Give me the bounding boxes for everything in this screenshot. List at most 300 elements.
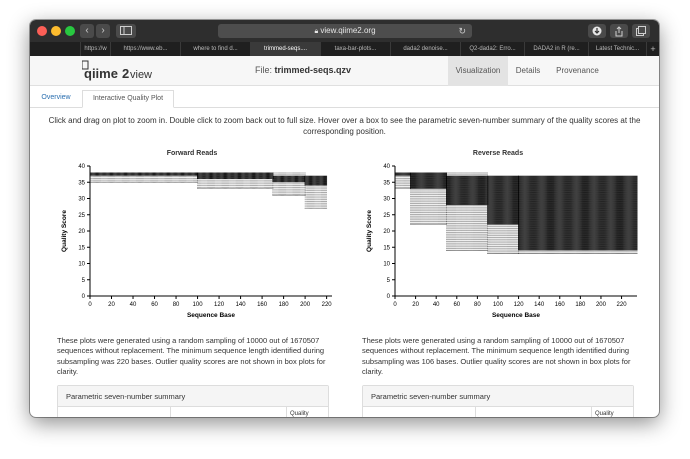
quality-box <box>177 173 178 176</box>
quality-box <box>571 176 572 251</box>
quality-box <box>459 176 460 205</box>
show-tabs-button[interactable] <box>632 24 650 38</box>
quality-box <box>468 176 469 205</box>
quality-box <box>446 176 447 205</box>
quality-box <box>579 176 580 251</box>
quality-box <box>162 173 163 176</box>
quality-box <box>621 176 622 251</box>
quality-box <box>558 176 559 251</box>
quality-box <box>98 173 99 176</box>
quality-box <box>547 176 548 251</box>
x-tick-label: 120 <box>513 302 524 308</box>
y-tick-label: 20 <box>78 229 85 235</box>
quality-box <box>118 173 119 176</box>
quality-box <box>236 173 237 180</box>
quality-box <box>166 173 167 176</box>
quality-box <box>299 176 300 183</box>
quality-box <box>526 176 527 251</box>
y-axis-label: Quality Score <box>366 210 373 252</box>
quality-box <box>142 173 143 176</box>
quality-box <box>578 176 579 251</box>
quality-box <box>464 176 465 205</box>
quality-box <box>151 173 152 176</box>
quality-box <box>317 176 318 186</box>
quality-box <box>479 176 480 205</box>
quality-box <box>628 176 629 251</box>
quality-box <box>286 176 287 183</box>
quality-box <box>134 173 135 176</box>
x-tick-label: 20 <box>108 302 115 308</box>
file-label: File: <box>255 65 273 75</box>
quality-box <box>133 173 134 176</box>
quality-box <box>243 173 244 180</box>
quality-box <box>575 176 576 251</box>
forward-summary-panel <box>57 385 329 417</box>
quality-box <box>126 173 127 176</box>
quality-box <box>506 176 507 225</box>
quality-box <box>213 173 214 180</box>
quality-box <box>505 176 506 225</box>
quality-box <box>451 176 452 205</box>
quality-box <box>399 173 400 176</box>
quality-box <box>283 176 284 183</box>
quality-box <box>275 176 276 183</box>
quality-box <box>144 173 145 176</box>
reload-icon[interactable]: ↻ <box>458 26 466 36</box>
quality-box <box>198 173 199 180</box>
quality-box <box>493 176 494 225</box>
quality-box <box>630 176 631 251</box>
y-tick-label: 15 <box>78 245 85 252</box>
x-tick-label: 180 <box>575 302 586 308</box>
quality-box <box>180 173 181 176</box>
quality-box <box>321 176 322 186</box>
quality-box <box>615 176 616 251</box>
nav-details[interactable] <box>508 56 548 86</box>
quality-box <box>295 176 296 183</box>
quality-box <box>582 176 583 251</box>
quality-box <box>472 176 473 205</box>
quality-box <box>401 173 402 176</box>
quality-box <box>566 176 567 251</box>
sidebar-toggle-button[interactable] <box>116 24 136 38</box>
quality-box <box>417 173 418 189</box>
quality-box <box>107 173 108 176</box>
quality-box <box>145 173 146 176</box>
quality-box <box>474 176 475 205</box>
quality-box <box>108 173 109 176</box>
browser-tab[interactable] <box>320 42 390 56</box>
quality-box <box>416 173 417 189</box>
quality-box <box>481 176 482 205</box>
quality-box <box>205 173 206 180</box>
quality-box <box>531 176 532 251</box>
quality-box <box>581 176 582 251</box>
quality-box <box>488 176 489 225</box>
tab-label: dada2 denoise... <box>403 46 448 52</box>
quality-box <box>560 176 561 251</box>
quality-box <box>508 176 509 225</box>
quality-box <box>456 176 457 205</box>
x-tick-label: 80 <box>474 302 481 308</box>
quality-box <box>444 173 445 189</box>
quality-box <box>153 173 154 176</box>
back-button[interactable] <box>80 24 94 38</box>
browser-window <box>30 20 659 417</box>
quality-box <box>594 176 595 251</box>
quality-box <box>234 173 235 180</box>
close-window-button[interactable] <box>37 26 47 36</box>
quality-box <box>431 173 432 189</box>
quality-box <box>520 176 521 251</box>
plus-icon: + <box>650 44 656 54</box>
quality-box <box>311 176 312 186</box>
quality-box <box>569 176 570 251</box>
quality-box <box>537 176 538 251</box>
quality-box <box>597 176 598 251</box>
browser-tab-active[interactable] <box>250 42 320 56</box>
quality-box <box>534 176 535 251</box>
quality-box <box>187 173 188 176</box>
quality-box <box>421 173 422 189</box>
quality-box <box>415 173 416 189</box>
quality-box <box>305 176 306 186</box>
quality-box <box>325 176 326 186</box>
table-divider <box>170 407 171 417</box>
quality-box <box>515 176 516 225</box>
tab-label: Q2-dada2: Erro... <box>469 46 516 52</box>
quality-box <box>470 176 471 205</box>
quality-box <box>247 173 248 180</box>
quality-box <box>476 176 477 205</box>
quality-box <box>139 173 140 176</box>
quality-box <box>308 176 309 186</box>
quality-box <box>613 176 614 251</box>
quality-box <box>324 176 325 186</box>
quality-box <box>161 173 162 176</box>
quality-box <box>475 176 476 205</box>
quality-box <box>211 173 212 180</box>
nav-label: Provenance <box>556 66 599 75</box>
reverse-quality-chart[interactable] <box>353 158 643 326</box>
new-tab-button[interactable] <box>646 42 659 56</box>
quality-box <box>203 173 204 180</box>
quality-column-header: Quality <box>595 411 614 417</box>
quality-box <box>220 173 221 180</box>
y-tick-label: 35 <box>78 180 85 187</box>
quality-box <box>465 176 466 205</box>
nav-label: Details <box>515 66 541 75</box>
quality-box <box>298 176 299 183</box>
quality-box <box>554 176 555 251</box>
quality-box <box>507 176 508 225</box>
quality-box <box>457 176 458 205</box>
quality-box <box>542 176 543 251</box>
quality-box <box>123 173 124 176</box>
x-axis-label: Sequence Base <box>491 312 541 319</box>
quality-box <box>251 173 252 180</box>
quality-box <box>588 176 589 251</box>
quality-box <box>601 176 602 251</box>
quality-box <box>419 173 420 189</box>
quality-box <box>255 173 256 180</box>
quality-box <box>119 173 120 176</box>
quality-box <box>501 176 502 225</box>
quality-box <box>525 176 526 251</box>
quality-box <box>574 176 575 251</box>
quality-box <box>410 173 411 189</box>
forward-plot-title: Forward Reads <box>166 150 218 157</box>
quality-box <box>519 176 520 251</box>
quality-box <box>248 173 249 180</box>
quality-box <box>499 176 500 225</box>
quality-box <box>237 173 238 180</box>
quality-box <box>437 173 438 189</box>
quality-box <box>195 173 196 176</box>
nav-visualization[interactable] <box>448 56 508 86</box>
quality-box <box>178 173 179 176</box>
tab-interactive-quality-plot[interactable] <box>82 90 174 108</box>
quality-box <box>182 173 183 176</box>
quality-box <box>452 176 453 205</box>
quality-box <box>249 173 250 180</box>
quality-box <box>192 173 193 176</box>
quality-box <box>204 173 205 180</box>
quality-box <box>533 176 534 251</box>
quality-box <box>221 173 222 180</box>
quality-box <box>224 173 225 180</box>
quality-box <box>509 176 510 225</box>
quality-box <box>553 176 554 251</box>
browser-tab[interactable] <box>80 42 110 56</box>
quality-box <box>400 173 401 176</box>
quality-box <box>172 173 173 176</box>
maximize-window-button[interactable] <box>65 26 75 36</box>
quality-box <box>540 176 541 251</box>
quality-box <box>262 173 263 180</box>
chevron-right-icon: › <box>101 25 105 36</box>
quality-box <box>92 173 93 176</box>
y-tick-label: 40 <box>383 164 390 170</box>
quality-box <box>633 176 634 251</box>
quality-box <box>561 176 562 251</box>
quality-box <box>201 173 202 180</box>
quality-box <box>157 173 158 176</box>
quality-box <box>585 176 586 251</box>
quality-box <box>414 173 415 189</box>
quality-box <box>173 173 174 176</box>
quality-box <box>278 176 279 183</box>
quality-box <box>212 173 213 180</box>
quality-box <box>167 173 168 176</box>
browser-tab[interactable] <box>460 42 524 56</box>
quality-box <box>606 176 607 251</box>
quality-box <box>277 176 278 183</box>
quality-box <box>548 176 549 251</box>
quality-box <box>609 176 610 251</box>
quality-box <box>478 176 479 205</box>
quality-box <box>448 176 449 205</box>
y-tick-label: 30 <box>383 196 390 203</box>
quality-box <box>109 173 110 176</box>
quality-box <box>632 176 633 251</box>
quality-box <box>148 173 149 176</box>
browser-tab[interactable] <box>390 42 460 56</box>
quality-box <box>127 173 128 176</box>
tab-label: Interactive Quality Plot <box>92 95 164 102</box>
quality-box <box>209 173 210 180</box>
quality-box <box>428 173 429 189</box>
quality-box <box>282 176 283 183</box>
nav-label: Visualization <box>455 66 501 75</box>
y-tick-label: 15 <box>383 245 390 252</box>
browser-tab[interactable] <box>524 42 588 56</box>
quality-box <box>559 176 560 251</box>
quality-box <box>454 176 455 205</box>
quality-box <box>604 176 605 251</box>
tab-label: Overview <box>41 94 71 101</box>
quality-box <box>460 176 461 205</box>
quality-box <box>580 176 581 251</box>
x-tick-label: 220 <box>616 302 627 308</box>
quality-box <box>605 176 606 251</box>
quality-box <box>624 176 625 251</box>
tab-overview[interactable] <box>34 90 78 108</box>
forward-button[interactable] <box>96 24 110 38</box>
quality-box <box>263 173 264 180</box>
quality-box <box>471 176 472 205</box>
quality-box <box>179 173 180 176</box>
address-bar[interactable] <box>218 24 472 38</box>
quality-box <box>622 176 623 251</box>
y-axis-label: Quality Score <box>61 210 68 252</box>
quality-box <box>326 176 327 186</box>
browser-tab[interactable] <box>110 42 180 56</box>
minimize-window-button[interactable] <box>51 26 61 36</box>
browser-tab-bar <box>30 42 659 56</box>
quality-box <box>518 176 519 251</box>
quality-box <box>486 176 487 205</box>
x-tick-label: 160 <box>554 302 565 308</box>
quality-box <box>115 173 116 176</box>
quality-box <box>241 173 242 180</box>
quality-box <box>608 176 609 251</box>
quality-box <box>147 173 148 176</box>
quality-box <box>252 173 253 180</box>
quality-box <box>439 173 440 189</box>
quality-box <box>105 173 106 176</box>
plot-instructions: Click and drag on plot to zoom in. Double click to zoom back out to full size. Hover over a box to see the parametric seven-number summary of the quality scores at the corresponding position. <box>48 116 641 136</box>
x-tick-label: 220 <box>321 302 332 308</box>
x-tick-label: 160 <box>257 302 268 308</box>
quality-box <box>306 176 307 186</box>
quality-box <box>264 173 265 180</box>
tabs-overview-icon <box>636 26 646 36</box>
quality-box <box>405 173 406 176</box>
quality-box <box>425 173 426 189</box>
quality-box <box>420 173 421 189</box>
quality-box <box>297 176 298 183</box>
quality-box <box>238 173 239 180</box>
quality-box <box>99 173 100 176</box>
quality-box <box>502 176 503 225</box>
quality-box <box>532 176 533 251</box>
quality-box <box>466 176 467 205</box>
quality-box <box>441 173 442 189</box>
quality-box <box>135 173 136 176</box>
quality-box <box>150 173 151 176</box>
quality-box <box>91 173 92 176</box>
quality-box <box>440 173 441 189</box>
quality-box <box>222 173 223 180</box>
quality-box <box>102 173 103 176</box>
quality-box <box>543 176 544 251</box>
quality-box <box>276 176 277 183</box>
quality-box <box>229 173 230 180</box>
quality-column-header: Quality <box>290 411 309 417</box>
quality-box <box>535 176 536 251</box>
quality-box <box>590 176 591 251</box>
y-tick-label: 0 <box>386 294 390 300</box>
nav-provenance[interactable] <box>550 56 605 86</box>
share-button[interactable] <box>610 24 628 38</box>
quality-box <box>449 176 450 205</box>
quality-box <box>396 173 397 176</box>
browser-tab[interactable] <box>180 42 250 56</box>
quality-box <box>149 173 150 176</box>
quality-box <box>596 176 597 251</box>
quality-box <box>411 173 412 189</box>
quality-box <box>403 173 404 176</box>
quality-box <box>253 173 254 180</box>
quality-box <box>607 176 608 251</box>
quality-box <box>523 176 524 251</box>
quality-box <box>129 173 130 176</box>
forward-plot-description: These plots were generated using a random sampling of 10000 out of 1670507 sequences without replacement. The minimum sequence length identified during subsampling was 220 bases. Outlier quality scores are not shown in box plots for clarity. <box>57 336 326 377</box>
quality-box <box>477 176 478 205</box>
quality-box <box>573 176 574 251</box>
quality-box <box>433 173 434 189</box>
quality-box <box>116 173 117 176</box>
forward-quality-chart[interactable] <box>48 158 338 326</box>
x-tick-label: 60 <box>151 302 158 308</box>
quality-box <box>568 176 569 251</box>
quality-box <box>106 173 107 176</box>
browser-tab[interactable] <box>588 42 646 56</box>
quality-box <box>96 173 97 176</box>
quality-box <box>636 176 637 251</box>
quality-box <box>199 173 200 180</box>
quality-box <box>445 173 446 189</box>
quality-box <box>233 173 234 180</box>
quality-box <box>406 173 407 176</box>
quality-box <box>307 176 308 186</box>
quality-box <box>309 176 310 186</box>
quality-box <box>93 173 94 176</box>
quality-box <box>510 176 511 225</box>
quality-box <box>586 176 587 251</box>
downloads-button[interactable] <box>588 24 606 38</box>
quality-box <box>176 173 177 176</box>
quality-box <box>310 176 311 186</box>
quality-box <box>429 173 430 189</box>
quality-box <box>453 176 454 205</box>
quality-box <box>227 173 228 180</box>
x-tick-label: 200 <box>300 302 311 308</box>
quality-box <box>595 176 596 251</box>
qiime2-view-logo[interactable] <box>82 59 162 83</box>
quality-box <box>250 173 251 180</box>
